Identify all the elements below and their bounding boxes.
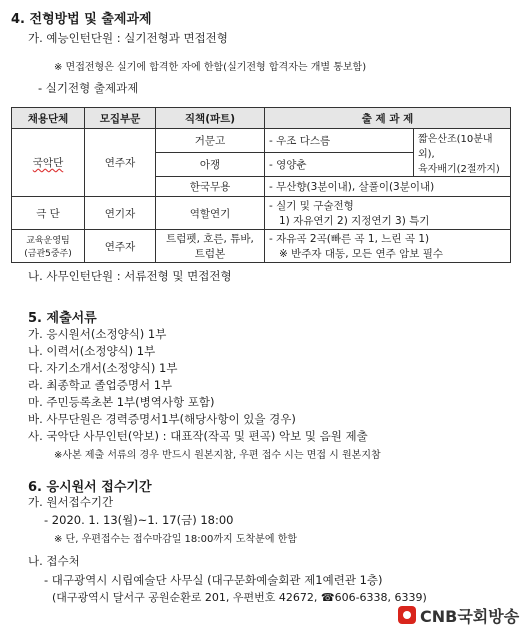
theater-task-2: 1) 자유연기 2) 지정연기 3) 특기: [279, 215, 430, 227]
section-6-a: 가. 원서접수기간: [28, 495, 114, 509]
section-4-title: 4. 전형방법 및 출제과제: [11, 12, 152, 27]
cell-part-ajaeng: 아쟁: [156, 153, 265, 177]
application-period-note: ※ 단, 우편접수는 접수마감일 18:00까지 도착분에 한함: [54, 534, 297, 545]
reception-address: (대구광역시 달서구 공원순환로 201, 우편번호 42672, ☎606-6338, 6339): [52, 591, 427, 604]
table-header-org: 채용단체: [12, 108, 85, 129]
table-header-field: 모집부문: [85, 108, 156, 129]
cell-org-theater: 극 단: [12, 197, 85, 230]
cell-side-task: [414, 129, 511, 177]
band-part-1: 트럼펫, 호른, 튜바,: [166, 233, 254, 245]
section-5-title: 5. 제출서류: [28, 311, 97, 326]
band-task-1: - 자유곡 2곡(빠른 곡 1, 느린 곡 1): [269, 233, 430, 245]
table-header-task: 출 제 과 제: [265, 108, 511, 129]
table-header-row: [12, 108, 511, 129]
cell-task-dance: - 무산향(3분이내), 살풀이(3분이내): [265, 177, 511, 197]
cell-field-theater: 연기자: [85, 197, 156, 230]
org-gugakdan: 국악단: [32, 157, 64, 169]
cell-org-gugakdan: [12, 129, 85, 197]
doc-item-6: 바. 사무단원은 경력증명서1부(해당사항이 있을 경우): [28, 412, 296, 426]
doc-item-4: 라. 최종학교 졸업증명서 1부: [28, 378, 173, 392]
doc-item-1: 가. 응시원서(소정양식) 1부: [28, 327, 167, 341]
application-period: - 2020. 1. 13(월)~1. 17(금) 18:00: [44, 513, 234, 527]
watermark-text: CNB국회방송: [420, 607, 520, 626]
cell-field-band: 연주자: [85, 230, 156, 263]
cell-task-ajaeng: - 영양춘: [265, 153, 414, 177]
section-5-note: ※사본 제출 서류의 경우 반드시 원본지참, 우편 접수 시는 면접 시 원본지참: [54, 450, 381, 461]
band-org-1: 교육운영팀: [26, 236, 70, 246]
doc-item-3: 다. 자기소개서(소정양식) 1부: [28, 361, 178, 375]
band-part-2: 트럼본: [194, 248, 226, 260]
cell-task-theater: [265, 197, 511, 230]
cell-part-dance: 한국무용: [156, 177, 265, 197]
cell-task-band: [265, 230, 511, 263]
side-task-1: 짧은산조(10분내외),: [418, 134, 493, 160]
cell-part-band: [156, 230, 265, 263]
band-task-2: ※ 반주자 대동, 모든 연주 암보 필수: [279, 248, 444, 260]
theater-task-1: - 실기 및 구술전형: [269, 200, 354, 212]
doc-item-7: 사. 국악단 사무인턴(악보) : 대표작(작곡 및 편곡) 악보 및 음원 제출: [28, 429, 368, 443]
table-row: [12, 197, 511, 230]
cell-part-geomungo: 거문고: [156, 129, 265, 153]
table-row: [12, 129, 511, 153]
cell-part-theater: 역할연기: [156, 197, 265, 230]
reception-place: - 대구광역시 시립예술단 사무실 (대구문화예술회관 제1예련관 1층): [44, 573, 383, 587]
section-4-b: 나. 사무인턴단원 : 서류전형 및 면접전형: [28, 269, 232, 283]
cell-task-geomungo: - 우조 다스름: [265, 129, 414, 153]
practical-task-table: [11, 107, 511, 263]
section-6-title: 6. 응시원서 접수기간: [28, 480, 152, 495]
table-header-part: 직책(파트): [156, 108, 265, 129]
cell-org-band: [12, 230, 85, 263]
cnb-logo-icon: [398, 606, 416, 624]
section-4-a: 가. 예능인턴단원 : 실기전형과 면접전형: [28, 31, 228, 45]
doc-item-2: 나. 이력서(소정양식) 1부: [28, 344, 156, 358]
doc-item-5: 마. 주민등록초본 1부(병역사항 포함): [28, 395, 215, 409]
side-task-2: 육자배기(2절까지): [418, 164, 500, 175]
band-org-2: (금관5중주): [24, 249, 72, 259]
section-4-a-note: ※ 면접전형은 실기에 합격한 자에 한함(실기전형 합격자는 개별 통보함): [54, 62, 367, 73]
cell-field-gugakdan: 연주자: [85, 129, 156, 197]
table-row: [12, 230, 511, 263]
section-6-b: 나. 접수처: [28, 554, 80, 568]
practical-task-heading: - 실기전형 출제과제: [38, 81, 139, 95]
